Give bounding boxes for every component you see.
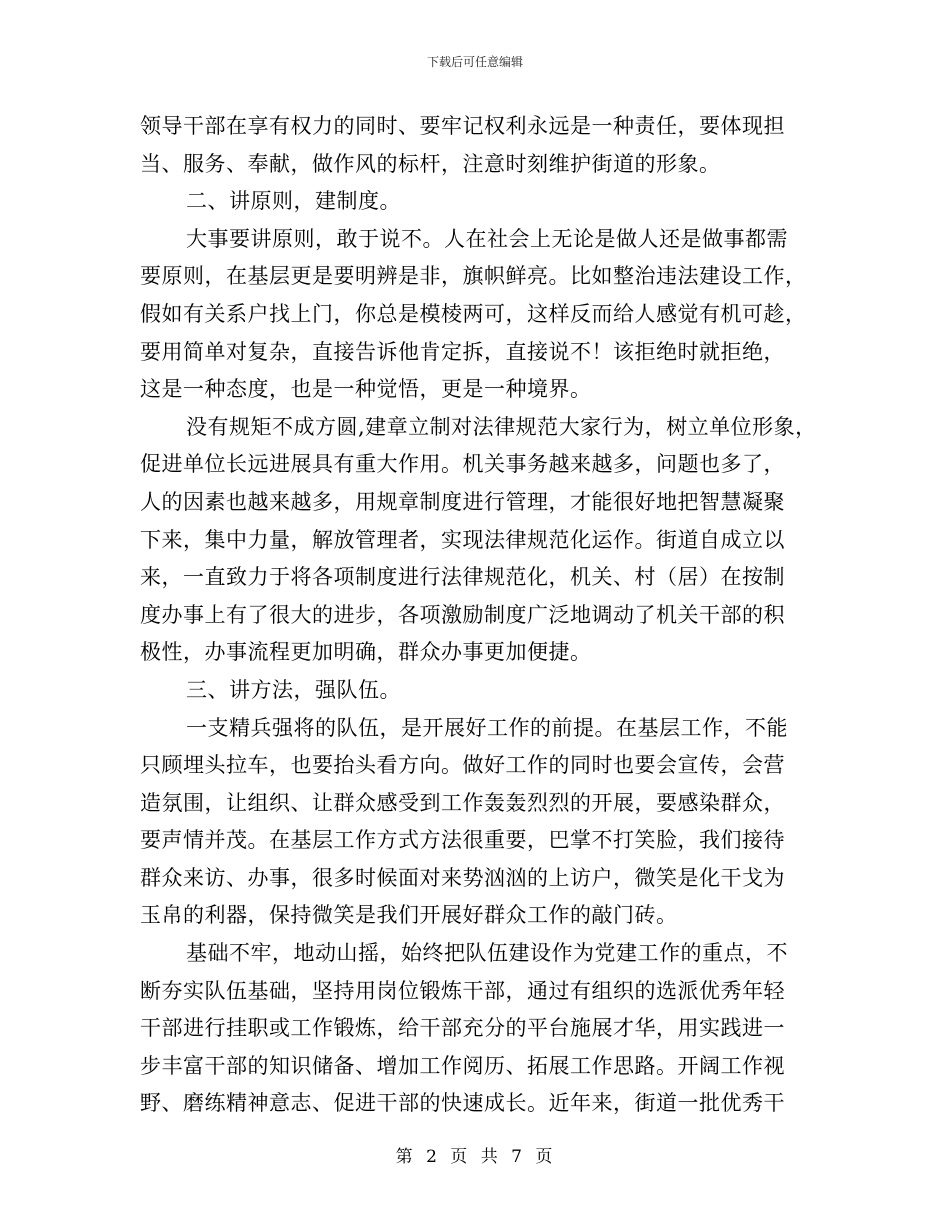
text-line: 要原则，在基层更是要明辨是非，旗帜鲜亮。比如整治违法建设工作， — [140, 264, 807, 289]
text-line: 步丰富干部的知识储备、增加工作阅历、拓展工作思路。开阔工作视 — [140, 1053, 785, 1078]
text-line: 干部进行挂职或工作锻炼，给干部充分的平台施展才华，用实践进一 — [140, 1016, 785, 1041]
text-line: 一支精兵强将的队伍，是开展好工作的前提。在基层工作，不能 — [186, 715, 788, 740]
text-line: 领导干部在享有权力的同时、要牢记权利永远是一种责任，要体现担 — [140, 114, 785, 138]
text-line: 假如有关系户找上门，你总是模棱两可，这样反而给人感觉有机可趁， — [140, 301, 807, 326]
text-line: 大事要讲原则，敢于说不。人在社会上无论是做人还是做事都需 — [186, 226, 788, 251]
text-line: 群众来访、办事，很多时候面对来势汹汹的上访户，微笑是化干戈为 — [140, 865, 785, 890]
section-heading: 二、讲原则，建制度。 — [186, 189, 401, 214]
page-number-footer: 第 2 页 共 7 页 — [395, 1147, 555, 1167]
text-line: 野、磨练精神意志、促进干部的快速成长。近年来，街道一批优秀干 — [140, 1091, 785, 1116]
text-line: 下来，集中力量，解放管理者，实现法律规范化运作。街道自成立以 — [140, 527, 785, 552]
text-line: 没有规矩不成方圆,建章立制对法律规范大家行为，树立单位形象， — [186, 414, 817, 439]
text-line: 要声情并茂。在基层工作方式方法很重要，巴掌不打笑脸，我们接待 — [140, 828, 785, 853]
text-line: 来，一直致力于将各项制度进行法律规范化，机关、村（居）在按制 — [140, 565, 785, 590]
text-line: 玉帛的利器，保持微笑是我们开展好群众工作的敲门砖。 — [140, 903, 678, 928]
text-line: 要用简单对复杂，直接告诉他肯定拆，直接说不！该拒绝时就拒绝， — [140, 339, 785, 364]
text-line: 这是一种态度，也是一种觉悟，更是一种境界。 — [140, 377, 592, 402]
text-line: 断夯实队伍基础，坚持用岗位锻炼干部，通过有组织的选派优秀年轻 — [140, 978, 785, 1003]
text-line: 造氛围，让组织、让群众感受到工作轰轰烈烈的开展，要感染群众， — [140, 790, 785, 815]
document-body — [140, 108, 820, 1123]
text-line: 基础不牢，地动山摇，始终把队伍建设作为党建工作的重点，不 — [186, 941, 788, 966]
text-line: 度办事上有了很大的进步，各项激励制度广泛地调动了机关干部的积 — [140, 602, 785, 627]
page-header-note: 下载后可任意编辑 — [426, 55, 523, 69]
text-line: 只顾埋头拉车，也要抬头看方向。做好工作的同时也要会宣传，会营 — [140, 753, 785, 778]
text-line: 当、服务、奉献，做作风的标杆，注意时刻维护街道的形象。 — [140, 151, 721, 176]
text-line: 促进单位长远进展具有重大作用。机关事务越来越多，问题也多了， — [140, 452, 785, 477]
section-heading: 三、讲方法，强队伍。 — [186, 677, 401, 702]
text-line: 人的因素也越来越多，用规章制度进行管理，才能很好地把智慧凝聚 — [140, 489, 785, 514]
text-line: 极性，办事流程更加明确，群众办事更加便捷。 — [140, 640, 592, 665]
